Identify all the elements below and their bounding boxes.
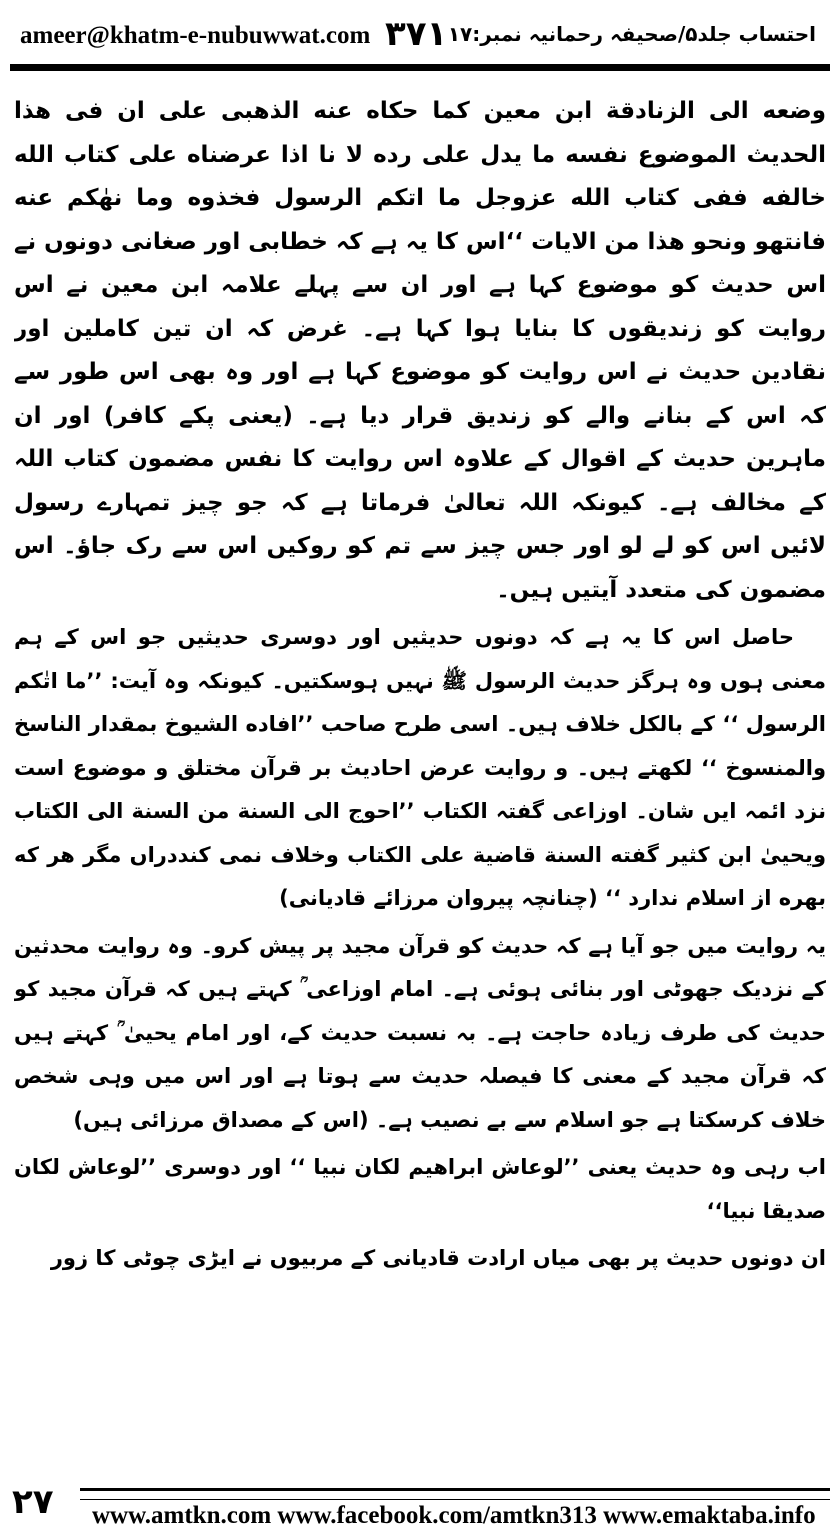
paragraph-1: وضعه الی الزنادقة ابن معین کما حکاه عنه الذهبی علی ان فی هذا الحدیث الموضوع نفسه ما یدل علی رده لا نا اذا عرضناه علی کتاب الله خالفه ففی کتاب الله عزوجل ما اتکم الرسول فخذوه وما نهٰکم عنه فانتهو ونحو هذا من الایات ‘‘اس کا یہ ہے کہ خطابی اور صغانی دونوں نے اس حدیث کو موضوع کہا ہے اور ان سے پہلے علامہ ابن معین نے اس روایت کو زندیقوں کا بنایا ہوا کہا ہے۔ غرض کہ ان تین کاملین اور نقادین حدیث نے اس روایت کو موضوع کہا ہے اور وہ بھی اس طور سے کہ اس کے بنانے والے کو زندیق قرار دیا ہے۔ (یعنی پکے کافر) اور ان ماہرین حدیث کے اقوال کے علاوہ اس روایت کا نفس مضمون کتاب اللہ کے مخالف ہے۔ کیونکہ اللہ تعالیٰ فرماتا ہے کہ جو چیز تمہارے رسول لائیں اس کو لے لو اور جس چیز سے تم کو روکیں اس سے رک جاؤ۔ اس مضمون کی متعدد آیتیں ہیں۔ xyxy=(14,98,826,603)
header-email: ameer@khatm-e-nubuwwat.com xyxy=(20,22,371,49)
paragraph-5: ان دونوں حدیث پر بھی میاں ارادت قادیانی کے مربیوں نے ایڑی چوٹی کا زور xyxy=(50,1246,826,1270)
paragraph-4: اب رہی وہ حدیث یعنی ’’لوعاش ابراهیم لکان نبیا ‘‘ اور دوسری ’’لوعاش لکان صدیقا نبیا‘‘ xyxy=(14,1155,826,1223)
paragraph-3: یہ روایت میں جو آیا ہے کہ حدیث کو قرآن مجید پر پیش کرو۔ وہ روایت محدثین کے نزدیک جھوٹی اور بنائی ہوئی ہے۔ امام اوزاعی ؒ کہتے ہیں کہ قرآن مجید کو حدیث کی طرف زیادہ حاجت ہے۔ بہ نسبت حدیث کے، اور امام یحییٰ ؒ کہتے ہیں کہ قرآن مجید کے معنی کا فیصلہ حدیث سے ہوتا ہے اور اس میں وہی شخص خلاف کرسکتا ہے جو اسلام سے بے نصیب ہے۔ (اس کے مصداق مرزائی ہیں) xyxy=(14,933,826,1132)
header-title: احتساب جلد۵/صحیفہ رحمانیہ نمبر:۱۷ xyxy=(447,22,816,46)
page-header xyxy=(0,0,840,86)
page-footer xyxy=(0,1480,840,1540)
paragraph-2: حاصل اس کا یہ ہے کہ دونوں حدیثیں اور دوسری حدیثیں جو اس کے ہم معنی ہوں وہ ہرگز حدیث الرسول ﷺ نہیں ہوسکتیں۔ کیونکہ وہ آیت: ’’ما اتٰکم الرسول ‘‘ کے بالکل خلاف ہیں۔ اسی طرح صاحب ’’افاده الشیوخ بمقدار الناسخ والمنسوخ ‘‘ لکھتے ہیں۔ و روایت عرض احادیث بر قرآن مختلق و موضوع است نزد ائمہ ایں شان۔ اوزاعی گفتہ الکتاب ’’احوج الی السنة من السنة الی الکتاب ویحییٰ ابن کثیر گفته السنة قاضیة علی الکتاب وخلاف نمی کنددراں مگر هر که بهره از اسلام ندارد ‘‘ (چنانچہ پیروان مرزائے قادیانی) xyxy=(14,625,826,910)
footer-page-number: ۲۷ xyxy=(12,1482,54,1522)
header-rule xyxy=(10,64,830,71)
footer-links: www.amtkn.com www.facebook.com/amtkn313 www.emaktaba.info xyxy=(92,1502,816,1529)
header-page-number: ۳۷۱ xyxy=(385,14,448,54)
page-body xyxy=(14,90,826,1470)
footer-rule xyxy=(80,1488,830,1500)
